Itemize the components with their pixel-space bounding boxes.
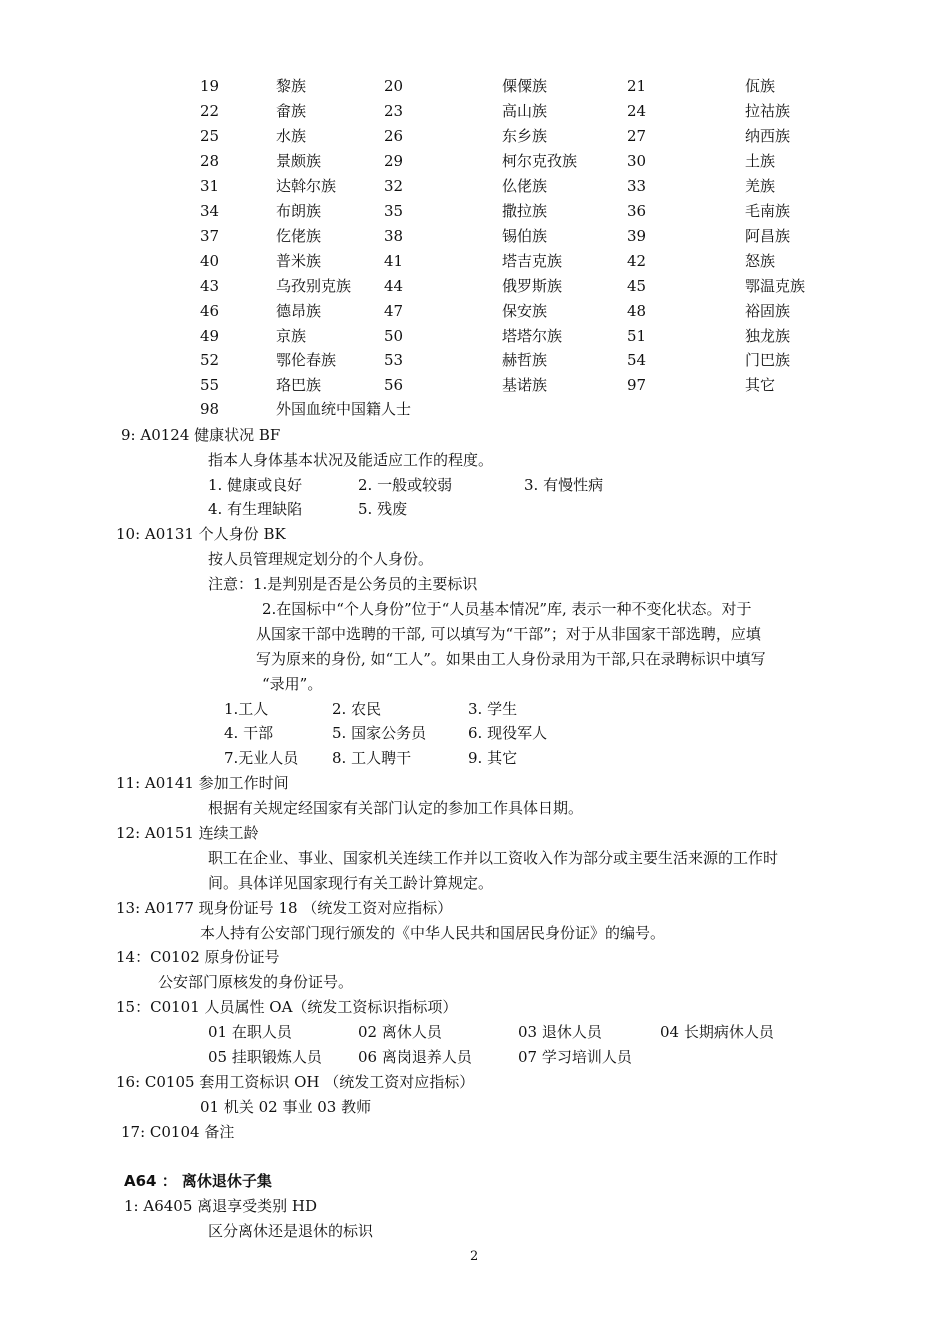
ethnic-code: 46 [200,302,220,320]
ethnic-name: 畲族 [276,102,307,120]
ethnic-name: 高山族 [502,102,548,120]
ethnic-name: 黎族 [276,77,307,95]
option: 6. 现役军人 [468,724,548,742]
note: 2.在国标中“个人身份”位于“人员基本情况”库, 表示一种不变化状态。对于 [262,600,752,618]
ethnic-name: 锡伯族 [502,227,548,245]
ethnic-name: 德昂族 [276,302,322,320]
ethnic-name: 保安族 [502,302,548,320]
item-description: 按人员管理规定划分的个人身份。 [208,550,434,568]
ethnic-code: 98 [200,400,220,418]
ethnic-code: 49 [200,327,220,345]
item-heading: 11: A0141 参加工作时间 [116,774,289,792]
option: 9. 其它 [468,749,518,767]
ethnic-code: 47 [384,302,404,320]
item-heading: 9: A0124 健康状况 BF [121,426,281,444]
ethnic-name: 柯尔克孜族 [502,152,578,170]
ethnic-name: 景颇族 [276,152,322,170]
ethnic-code: 42 [627,252,647,270]
ethnic-code: 45 [627,277,647,295]
option: 01 在职人员 [208,1023,292,1041]
option-list: 01 机关 02 事业 03 教师 [200,1098,372,1116]
item-heading: 14：C0102 原身份证号 [116,948,280,966]
ethnic-name: 水族 [276,127,307,145]
ethnic-name: 怒族 [745,252,776,270]
option: 8. 工人聘干 [332,749,412,767]
ethnic-code: 34 [200,202,220,220]
option: 2. 农民 [332,700,382,718]
ethnic-code: 32 [384,177,404,195]
option: 05 挂职锻炼人员 [208,1048,322,1066]
option: 1.工人 [224,700,269,718]
item-heading: 1: A6405 离退享受类别 HD [124,1197,318,1215]
ethnic-code: 56 [384,376,404,394]
ethnic-code: 29 [384,152,404,170]
ethnic-name: 珞巴族 [276,376,322,394]
ethnic-name: 裕固族 [745,302,791,320]
option: 5. 残废 [358,500,408,518]
ethnic-name: 基诺族 [502,376,548,394]
ethnic-code: 37 [200,227,220,245]
option: 04 长期病休人员 [660,1023,774,1041]
note: 从国家干部中选聘的干部, 可以填写为“干部”；对于从非国家干部选聘，应填 [256,625,761,643]
ethnic-name: 傈僳族 [502,77,548,95]
ethnic-name: 俄罗斯族 [502,277,563,295]
option: 2. 一般或较弱 [358,476,453,494]
ethnic-name: 撒拉族 [502,202,548,220]
note: “录用”。 [262,675,323,693]
item-description: 根据有关规定经国家有关部门认定的参加工作具体日期。 [208,799,584,817]
ethnic-code: 51 [627,327,647,345]
ethnic-code: 40 [200,252,220,270]
item-heading: 10: A0131 个人身份 BK [116,525,286,543]
ethnic-code: 26 [384,127,404,145]
ethnic-code: 22 [200,102,220,120]
ethnic-name: 纳西族 [745,127,791,145]
ethnic-code: 50 [384,327,404,345]
ethnic-code: 25 [200,127,220,145]
ethnic-name: 东乡族 [502,127,548,145]
ethnic-name: 门巴族 [745,351,791,369]
ethnic-name: 京族 [276,327,307,345]
ethnic-code: 21 [627,77,647,95]
ethnic-code: 24 [627,102,647,120]
option: 02 离休人员 [358,1023,442,1041]
item-heading: 15：C0101 人员属性 OA（统发工资标识指标项） [116,998,458,1016]
note: 注意：1.是判别是否是公务员的主要标识 [208,575,478,593]
ethnic-code: 27 [627,127,647,145]
ethnic-name: 塔塔尔族 [502,327,563,345]
item-heading: 12: A0151 连续工龄 [116,824,259,842]
ethnic-code: 36 [627,202,647,220]
ethnic-code: 48 [627,302,647,320]
ethnic-name: 赫哲族 [502,351,548,369]
ethnic-code: 39 [627,227,647,245]
item-description: 间。具体详见国家现行有关工龄计算规定。 [208,874,494,892]
item-description: 本人持有公安部门现行颁发的《中华人民共和国居民身份证》的编号。 [200,924,666,942]
ethnic-code: 44 [384,277,404,295]
ethnic-name: 达斡尔族 [276,177,337,195]
ethnic-code: 28 [200,152,220,170]
ethnic-name: 独龙族 [745,327,791,345]
ethnic-name: 仡佬族 [276,227,322,245]
item-description: 职工在企业、事业、国家机关连续工作并以工资收入作为部分或主要生活来源的工作时 [208,849,779,867]
ethnic-name: 外国血统中国籍人士 [276,400,412,418]
ethnic-code: 41 [384,252,404,270]
ethnic-name: 鄂伦春族 [276,351,337,369]
item-description: 指本人身体基本状况及能适应工作的程度。 [208,451,494,469]
ethnic-code: 20 [384,77,404,95]
item-description: 公安部门原核发的身份证号。 [158,973,354,991]
ethnic-code: 54 [627,351,647,369]
ethnic-name: 普米族 [276,252,322,270]
ethnic-name: 拉祜族 [745,102,791,120]
section-heading: A64 ： 离休退休子集 [124,1172,272,1190]
ethnic-name: 土族 [745,152,776,170]
ethnic-name: 鄂温克族 [745,277,806,295]
option: 06 离岗退养人员 [358,1048,472,1066]
ethnic-code: 55 [200,376,220,394]
ethnic-name: 布朗族 [276,202,322,220]
ethnic-code: 19 [200,77,220,95]
ethnic-code: 35 [384,202,404,220]
ethnic-name: 塔吉克族 [502,252,563,270]
ethnic-name: 佤族 [745,77,776,95]
ethnic-code: 31 [200,177,220,195]
ethnic-name: 羌族 [745,177,776,195]
ethnic-name: 阿昌族 [745,227,791,245]
note: 写为原来的身份, 如“工人”。如果由工人身份录用为干部,只在录聘标识中填写 [256,650,766,668]
option: 4. 有生理缺陷 [208,500,303,518]
ethnic-code: 52 [200,351,220,369]
option: 07 学习培训人员 [518,1048,632,1066]
item-heading: 13: A0177 现身份证号 18 （统发工资对应指标） [116,899,453,917]
option: 5. 国家公务员 [332,724,427,742]
ethnic-code: 97 [627,376,647,394]
page-number: 2 [470,1249,479,1264]
ethnic-code: 38 [384,227,404,245]
ethnic-name: 其它 [745,376,776,394]
ethnic-code: 33 [627,177,647,195]
ethnic-name: 仫佬族 [502,177,548,195]
item-description: 区分离休还是退休的标识 [208,1222,374,1240]
option: 1. 健康或良好 [208,476,303,494]
option: 3. 学生 [468,700,518,718]
ethnic-name: 乌孜别克族 [276,277,352,295]
ethnic-code: 23 [384,102,404,120]
ethnic-code: 53 [384,351,404,369]
ethnic-code: 30 [627,152,647,170]
option: 7.无业人员 [224,749,299,767]
option: 3. 有慢性病 [524,476,604,494]
ethnic-code: 43 [200,277,220,295]
option: 03 退休人员 [518,1023,602,1041]
item-heading: 16: C0105 套用工资标识 OH （统发工资对应指标） [116,1073,475,1091]
ethnic-name: 毛南族 [745,202,791,220]
item-heading: 17: C0104 备注 [121,1123,235,1141]
option: 4. 干部 [224,724,274,742]
